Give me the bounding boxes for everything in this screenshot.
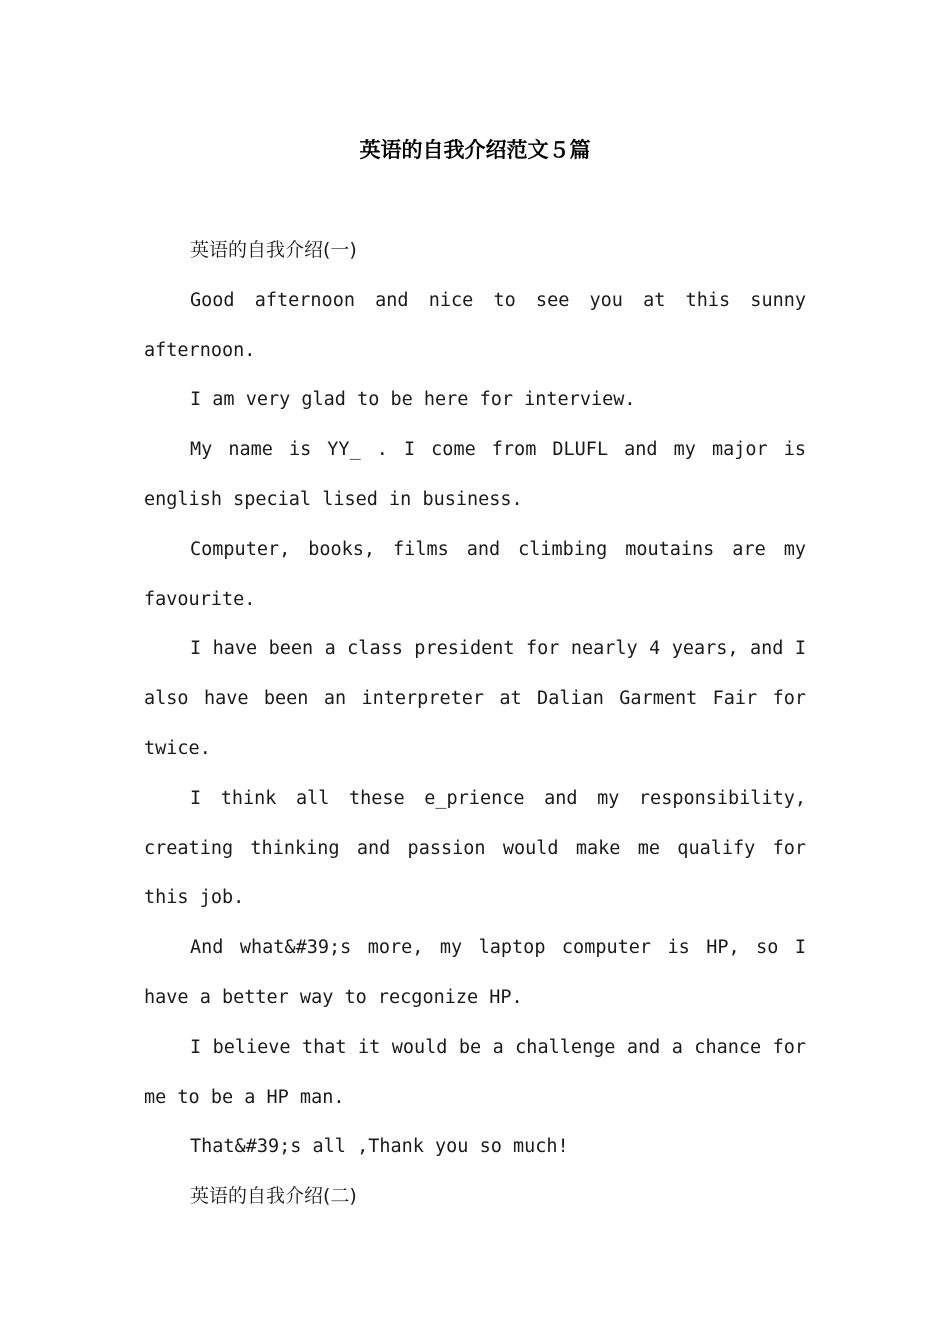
- paragraph-glad: I am very glad to be here for interview.: [190, 389, 636, 411]
- paragraph-thanks: That&#39;s all ,Thank you so much!: [190, 1136, 569, 1158]
- document-body: [144, 226, 806, 1222]
- section-heading-1: 英语的自我介绍(一): [190, 239, 357, 261]
- paragraph-qualities: I think all these e_prience and my responsibility, creating thinking and passion would make me qualify for this job.: [144, 787, 806, 909]
- paragraph-laptop: And what&#39;s more, my laptop computer is HP, so I have a better way to recgonize HP.: [144, 937, 806, 1008]
- paragraph-hobbies: Computer, books, films and climbing moutains are my favourite.: [144, 538, 806, 610]
- paragraph-experience: I have been a class president for nearly 4 years, and I also have been an interpreter at Dalian Garment Fair for twice.: [144, 638, 806, 759]
- document-title: 英语的自我介绍范文５篇: [359, 138, 591, 162]
- paragraph-challenge: I believe that it would be a challenge and a chance for me to be a HP man.: [144, 1036, 806, 1108]
- paragraph-name-major: My name is YY_ . I come from DLUFL and my major is english special lised in business.: [144, 439, 806, 510]
- section-heading-2: 英语的自我介绍(二): [190, 1185, 357, 1208]
- paragraph-greeting: Good afternoon and nice to see you at this sunny afternoon.: [144, 289, 806, 361]
